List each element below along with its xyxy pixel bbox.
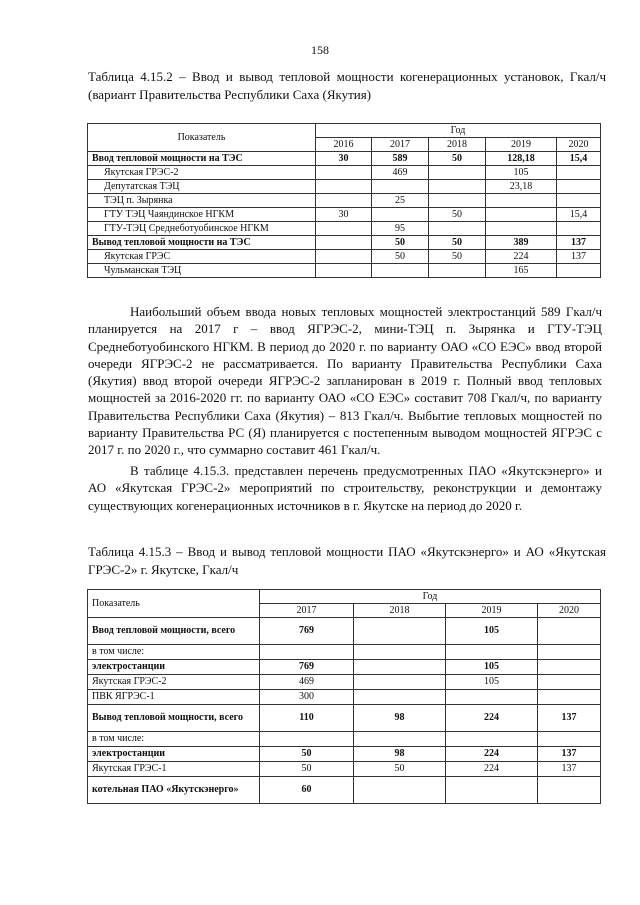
row-value	[538, 675, 601, 690]
table-1-year-header: 2019	[486, 138, 557, 152]
row-value: 23,18	[486, 180, 557, 194]
table-2-caption: Таблица 4.15.3 – Ввод и вывод тепловой мощности ПАО «Якутскэнерго» и АО «Якутская ГРЭС-2» г. Якутске, Гкал/ч	[88, 544, 606, 577]
row-label: ТЭЦ п. Зырянка	[88, 194, 316, 208]
row-value	[316, 250, 372, 264]
row-label: Ввод тепловой мощности на ТЭС	[88, 152, 316, 166]
table-row	[88, 675, 601, 690]
row-label: Ввод тепловой мощности, всего	[88, 618, 260, 645]
row-value: 469	[260, 675, 354, 690]
row-value	[538, 618, 601, 645]
row-value	[557, 180, 601, 194]
row-value	[538, 777, 601, 804]
table-2-header-year: Год	[260, 590, 601, 604]
row-value	[260, 732, 354, 747]
row-value	[446, 777, 538, 804]
row-value	[354, 618, 446, 645]
row-label: Якутская ГРЭС-2	[88, 166, 316, 180]
row-value	[429, 264, 486, 278]
row-value: 50	[354, 762, 446, 777]
row-value	[557, 166, 601, 180]
row-value: 224	[446, 747, 538, 762]
row-value	[429, 194, 486, 208]
row-label: котельная ПАО «Якутскэнерго»	[88, 777, 260, 804]
row-value	[316, 264, 372, 278]
table-row	[88, 645, 601, 660]
row-value: 105	[446, 618, 538, 645]
row-value	[316, 180, 372, 194]
row-value: 60	[260, 777, 354, 804]
row-label: ГТУ-ТЭЦ Среднеботуобинское НГКМ	[88, 222, 316, 236]
row-value	[446, 732, 538, 747]
table-1-year-header: 2020	[557, 138, 601, 152]
row-value: 50	[260, 762, 354, 777]
table-row	[88, 618, 601, 645]
row-value: 30	[316, 152, 372, 166]
row-value: 224	[446, 705, 538, 732]
row-value: 137	[557, 236, 601, 250]
table-row	[88, 660, 601, 675]
row-value	[557, 194, 601, 208]
row-value: 105	[446, 660, 538, 675]
row-value	[557, 222, 601, 236]
table-2-year-header: 2019	[446, 604, 538, 618]
table-1-caption: Таблица 4.15.2 – Ввод и вывод тепловой мощности когенерационных установок, Гкал/ч (вариант Правительства Республики Саха (Якутия)	[88, 69, 606, 102]
paragraph-1: Наибольший объем ввода новых тепловых мощностей электростанций 589 Гкал/ч планируется на 2017 г – ввод ЯГРЭС-2, мини-ТЭЦ п. Зырянка и ГТУ-ТЭЦ Среднеботуобинского НГКМ. В период до 2020 г. по варианту ОАО «СО ЕЭС» ввод второй очереди ЯГРЭС-2 не рассматривается. По варианту Правительства Республики Саха (Якутия) ввод второй очереди ЯГРЭС-2 запланирован в 2019 г. Полный ввод тепловых мощностей за 2016-2020 гг. по варианту ОАО «СО ЕЭС» составит 708 Гкал/ч, по варианту Правительства Республики Саха (Якутия) – 813 Гкал/ч. Выбытие тепловых мощностей по варианту Правительства РС (Я) планируется с постепенным выводом мощностей ЯГРЭС с 2017 г. по 2020 г., что суммарно составит 461 Гкал/ч.	[88, 304, 602, 458]
table-row	[88, 732, 601, 747]
row-value: 50	[429, 236, 486, 250]
row-value: 769	[260, 660, 354, 675]
table-1-header-indicator: Показатель	[88, 124, 316, 152]
row-value	[372, 180, 429, 194]
table-row	[88, 705, 601, 732]
table-1	[87, 123, 601, 278]
row-label: Якутская ГРЭС	[88, 250, 316, 264]
table-row	[88, 152, 601, 166]
row-value: 98	[354, 705, 446, 732]
row-value: 128,18	[486, 152, 557, 166]
table-row	[88, 194, 601, 208]
row-value	[486, 222, 557, 236]
row-value	[486, 208, 557, 222]
table-row	[88, 690, 601, 705]
table-row	[88, 166, 601, 180]
row-value: 137	[557, 250, 601, 264]
row-label: в том числе:	[88, 732, 260, 747]
page-number: 158	[311, 43, 329, 57]
table-1-year-header: 2016	[316, 138, 372, 152]
row-value: 50	[429, 250, 486, 264]
row-value: 25	[372, 194, 429, 208]
row-value: 50	[372, 250, 429, 264]
row-value	[354, 732, 446, 747]
table-2-year-header: 2020	[538, 604, 601, 618]
row-value: 30	[316, 208, 372, 222]
row-value	[446, 690, 538, 705]
table-2-year-header: 2017	[260, 604, 354, 618]
row-label: ГТУ ТЭЦ Чаяндинское НГКМ	[88, 208, 316, 222]
row-value	[429, 166, 486, 180]
row-value	[372, 264, 429, 278]
table-1-year-header: 2018	[429, 138, 486, 152]
row-value	[538, 660, 601, 675]
row-value: 105	[446, 675, 538, 690]
table-row	[88, 208, 601, 222]
row-value	[354, 645, 446, 660]
row-value: 50	[429, 208, 486, 222]
row-value	[429, 222, 486, 236]
table-row	[88, 180, 601, 194]
row-value	[316, 166, 372, 180]
row-value	[354, 690, 446, 705]
row-value: 105	[486, 166, 557, 180]
row-value: 165	[486, 264, 557, 278]
row-value: 110	[260, 705, 354, 732]
row-value: 15,4	[557, 208, 601, 222]
row-label: электростанции	[88, 747, 260, 762]
row-label: Вывод тепловой мощности на ТЭС	[88, 236, 316, 250]
row-value	[538, 690, 601, 705]
row-value	[354, 675, 446, 690]
row-value: 98	[354, 747, 446, 762]
row-value: 224	[446, 762, 538, 777]
row-value: 50	[260, 747, 354, 762]
table-1-year-header: 2017	[372, 138, 429, 152]
paragraph-2: В таблице 4.15.3. представлен перечень предусмотренных ПАО «Якутскэнерго» и АО «Якутская ГРЭС-2» мероприятий по строительству, реконструкции и демонтажу существующих когенерационных источников в г. Якутске на период до 2020 г.	[88, 463, 602, 513]
row-value	[372, 208, 429, 222]
table-row	[88, 222, 601, 236]
row-value: 50	[372, 236, 429, 250]
row-value	[354, 660, 446, 675]
row-label: Якутская ГРЭС-1	[88, 762, 260, 777]
table-row	[88, 762, 601, 777]
table-2	[87, 589, 601, 804]
row-value	[538, 732, 601, 747]
row-value: 137	[538, 747, 601, 762]
row-value: 137	[538, 762, 601, 777]
table-row	[88, 747, 601, 762]
row-label: Вывод тепловой мощности, всего	[88, 705, 260, 732]
row-value: 589	[372, 152, 429, 166]
row-value	[538, 645, 601, 660]
row-label: в том числе:	[88, 645, 260, 660]
row-value: 300	[260, 690, 354, 705]
table-row	[88, 236, 601, 250]
row-label: Якутская ГРЭС-2	[88, 675, 260, 690]
row-value	[557, 264, 601, 278]
row-value: 95	[372, 222, 429, 236]
row-value	[316, 222, 372, 236]
row-value	[316, 194, 372, 208]
row-value: 224	[486, 250, 557, 264]
row-value: 50	[429, 152, 486, 166]
table-row	[88, 250, 601, 264]
row-value	[429, 180, 486, 194]
row-value	[354, 777, 446, 804]
row-value: 137	[538, 705, 601, 732]
row-value	[316, 236, 372, 250]
row-value: 469	[372, 166, 429, 180]
row-label: Депутатская ТЭЦ	[88, 180, 316, 194]
table-row	[88, 777, 601, 804]
row-label: Чульманская ТЭЦ	[88, 264, 316, 278]
row-label: электростанции	[88, 660, 260, 675]
row-value	[446, 645, 538, 660]
table-2-year-header: 2018	[354, 604, 446, 618]
row-value: 769	[260, 618, 354, 645]
row-value: 15,4	[557, 152, 601, 166]
table-1-header-year: Год	[316, 124, 601, 138]
row-value: 389	[486, 236, 557, 250]
row-value	[260, 645, 354, 660]
row-value	[486, 194, 557, 208]
table-row	[88, 264, 601, 278]
table-2-header-indicator: Показатель	[88, 590, 260, 618]
row-label: ПВК ЯГРЭС-1	[88, 690, 260, 705]
